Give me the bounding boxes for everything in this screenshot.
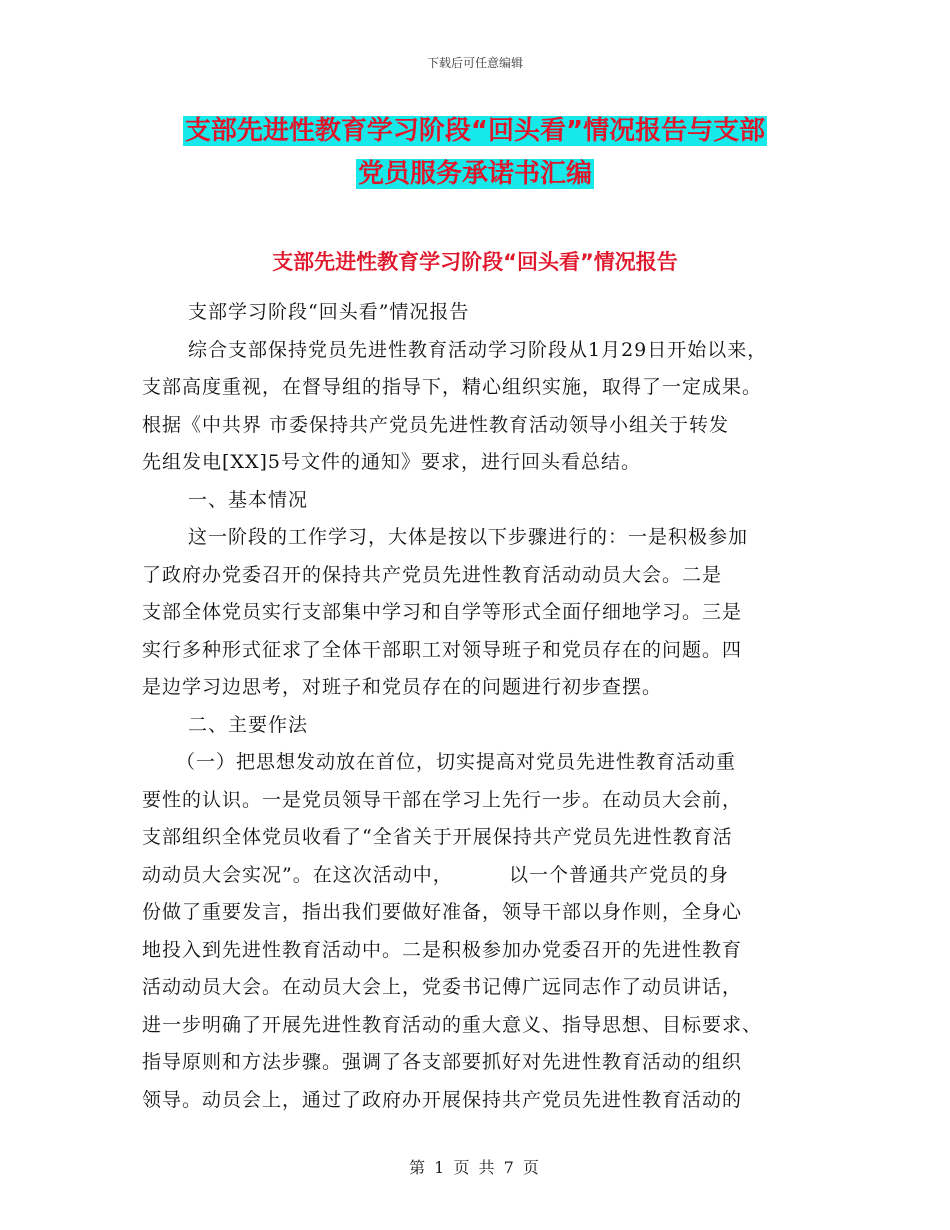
main-title-line-2: 党员服务承诺书汇编 bbox=[357, 159, 592, 189]
body-line: 支部高度重视，在督导组的指导下，精心组织实施，取得了一定成果。 bbox=[142, 376, 763, 398]
body-line: （一）把思想发动放在首位，切实提高对党员先进性教育活动重 bbox=[176, 751, 737, 773]
body-text bbox=[142, 294, 822, 1119]
body-line: 这一阶段的工作学习，大体是按以下步骤进行的：一是积极参加 bbox=[188, 526, 749, 548]
body-line: 根据《中共界 市委保持共产党员先进性教育活动领导小组关于转发 bbox=[142, 413, 730, 436]
body-line: 指导原则和方法步骤。强调了各支部要抓好对先进性教育活动的组织 bbox=[142, 1051, 743, 1073]
body-line: 先组发电[XX]5号文件的通知》要求，进行回头看总结。 bbox=[142, 451, 641, 473]
body-line: 是边学习边思考，对班子和党员存在的问题进行初步查摆。 bbox=[142, 676, 663, 698]
body-line: 实行多种形式征求了全体干部职工对领导班子和党员存在的问题。四 bbox=[142, 638, 743, 661]
body-line: 综合支部保持党员先进性教育活动学习阶段从1月29日开始以来， bbox=[188, 338, 768, 361]
header-note: 下载后可任意编辑 bbox=[426, 56, 523, 70]
body-line: 一、基本情况 bbox=[188, 488, 309, 511]
body-line: 支部组织全体党员收看了“全省关于开展保持共产党员先进性教育活 bbox=[142, 826, 733, 848]
body-line: 支部学习阶段“回头看”情况报告 bbox=[188, 301, 470, 323]
page-number-footer: 第 1 页 共 7 页 bbox=[409, 1158, 541, 1177]
body-line: 支部全体党员实行支部集中学习和自学等形式全面仔细地学习。三是 bbox=[142, 601, 743, 623]
main-title-line-1: 支部先进性教育学习阶段“回头看”情况报告与支部 bbox=[184, 116, 766, 146]
body-line: 地投入到先进性教育活动中。二是积极参加办党委召开的先进性教育 bbox=[142, 938, 743, 961]
document-main-title bbox=[0, 110, 950, 196]
body-line: 进一步明确了开展先进性教育活动的重大意义、指导思想、目标要求、 bbox=[142, 1013, 763, 1036]
body-line: 动动员大会实况”。在这次活动中， 以一个普通共产党员的身 bbox=[142, 863, 730, 886]
body-line: 领导。动员会上，通过了政府办开展保持共产党员先进性教育活动的 bbox=[142, 1088, 743, 1111]
body-line: 份做了重要发言，指出我们要做好准备，领导干部以身作则，全身心 bbox=[142, 901, 743, 923]
body-line: 活动动员大会。在动员大会上，党委书记傅广远同志作了动员讲话， bbox=[142, 976, 743, 998]
body-line: 二、主要作法 bbox=[188, 713, 309, 736]
body-line: 了政府办党委召开的保持共产党员先进性教育活动动员大会。二是 bbox=[142, 563, 723, 586]
section-title: 支部先进性教育学习阶段“回头看”情况报告 bbox=[272, 250, 678, 274]
body-line: 要性的认识。一是党员领导干部在学习上先行一步。在动员大会前， bbox=[142, 788, 743, 811]
